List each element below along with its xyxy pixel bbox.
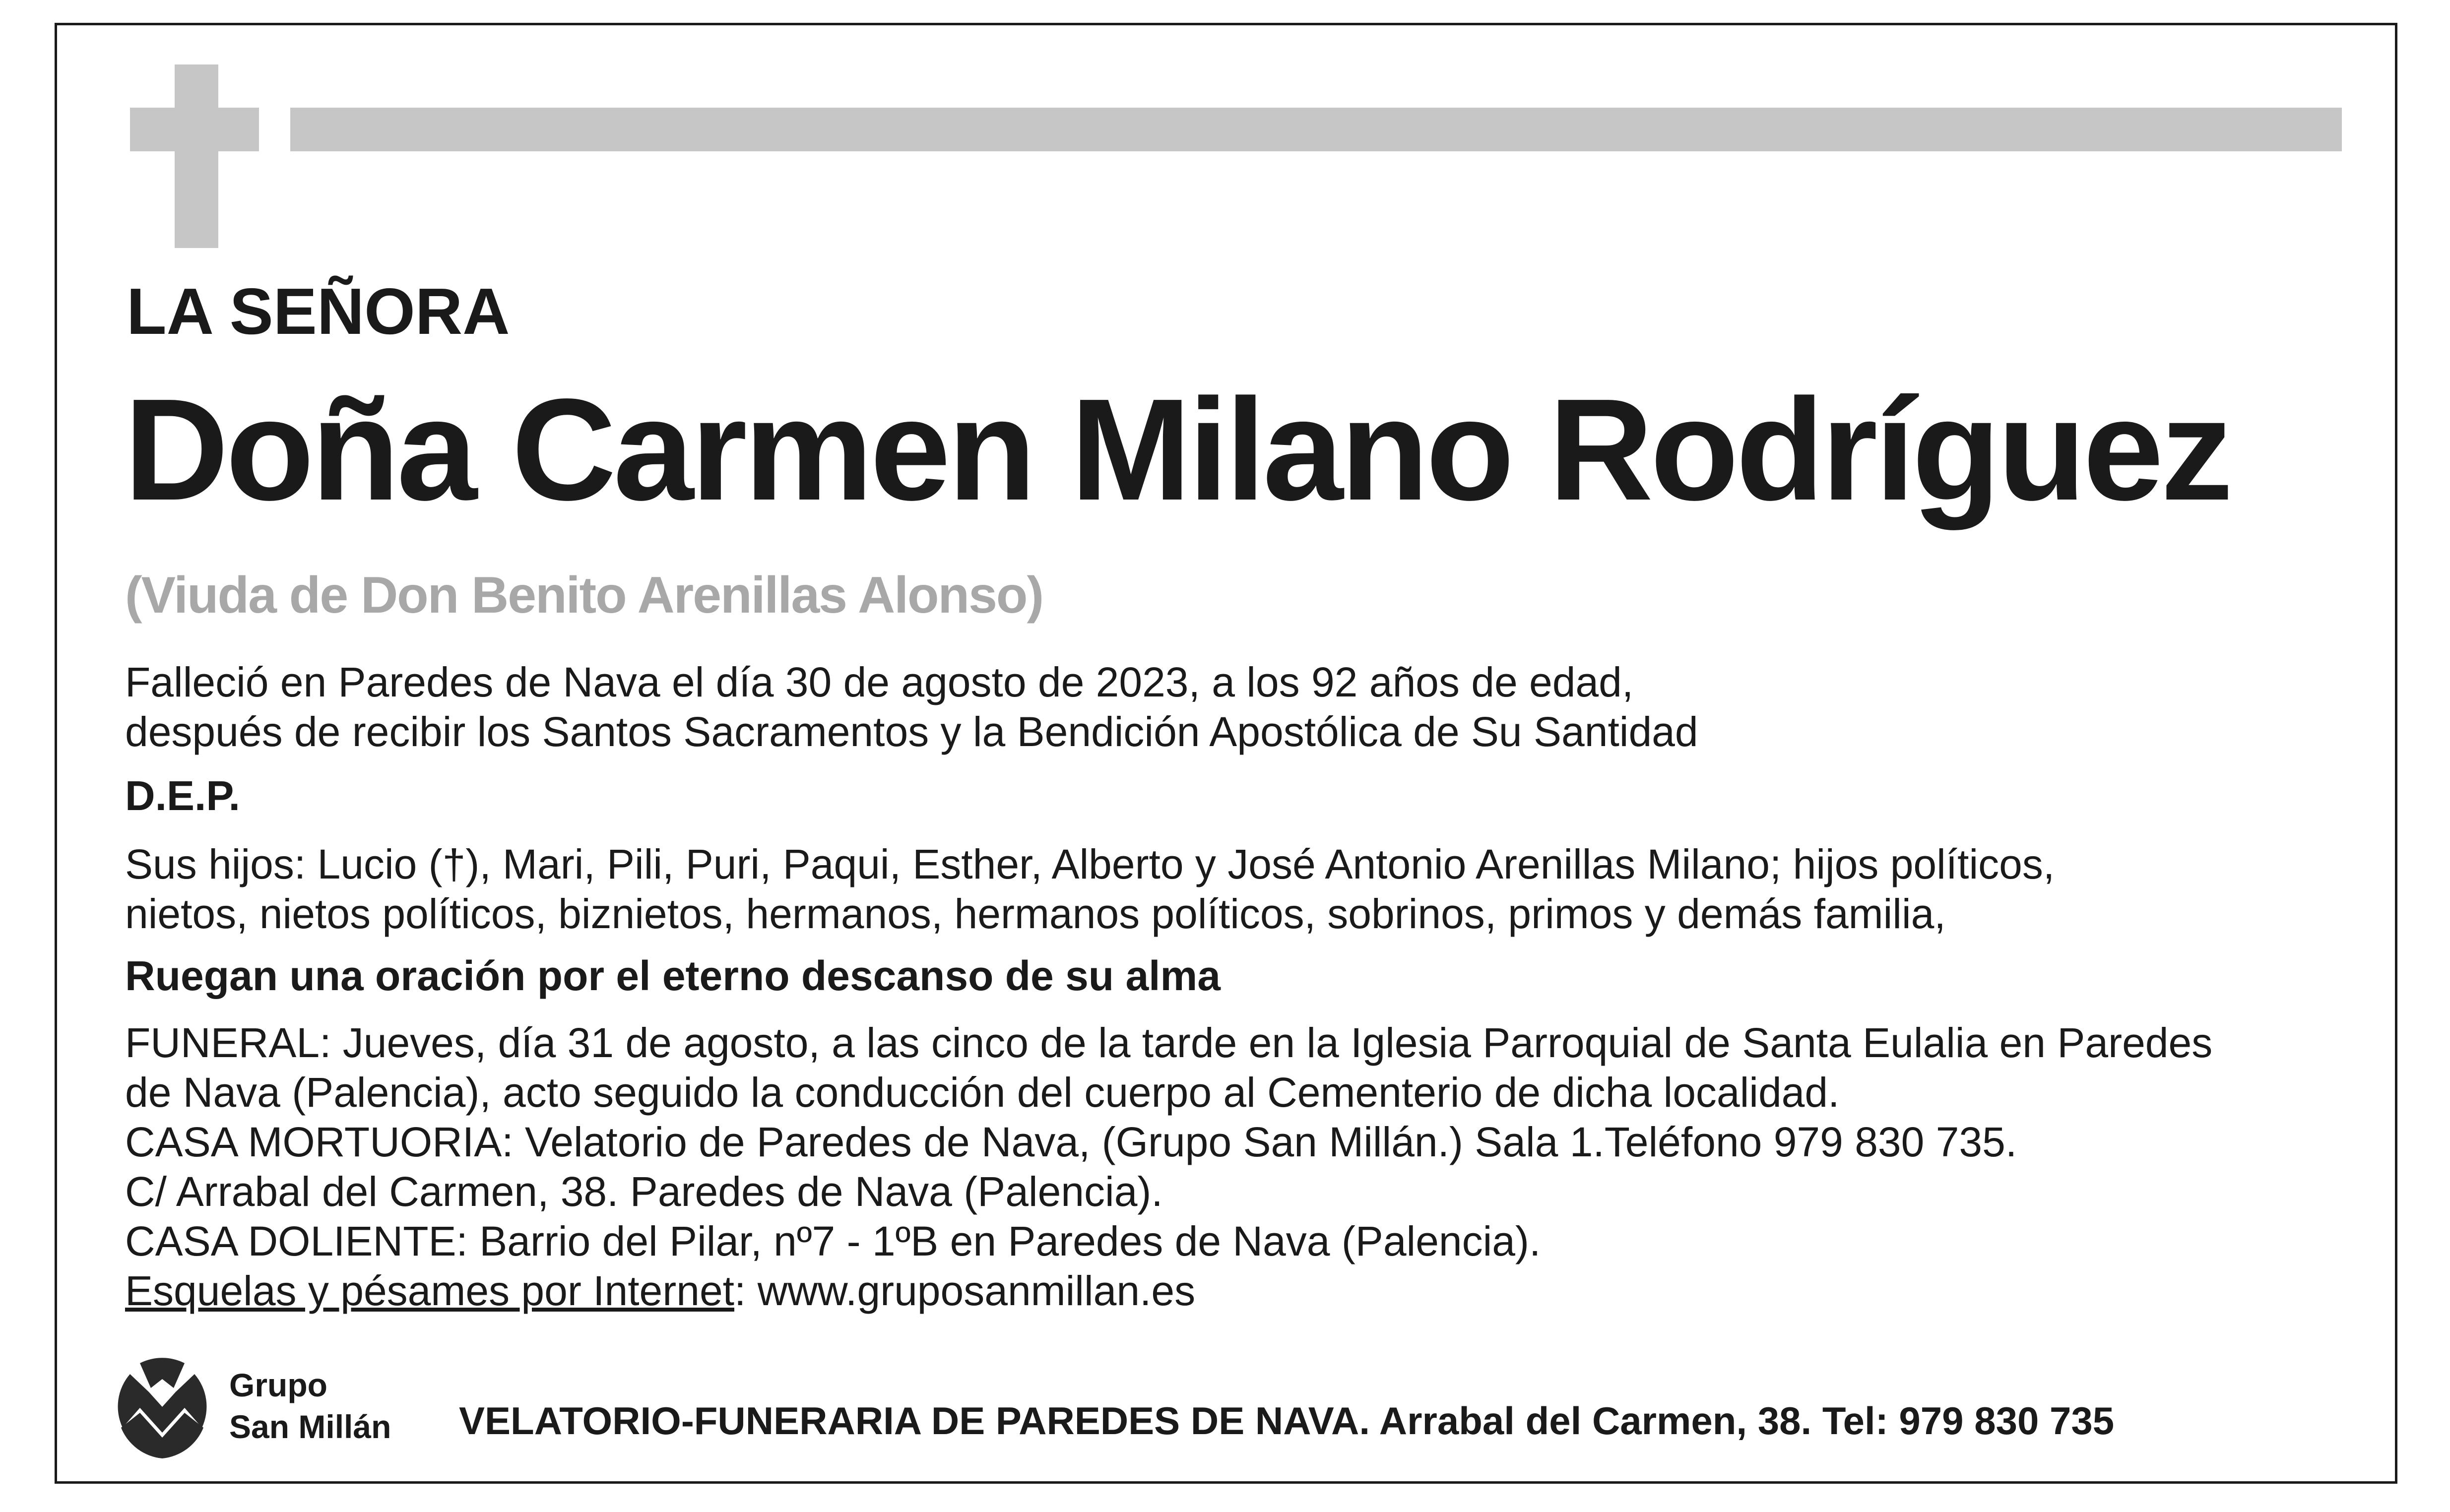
internet-line bbox=[125, 1266, 2212, 1316]
grupo-san-millan-logo-icon bbox=[110, 1353, 214, 1462]
deceased-name: Doña Carmen Milano Rodríguez bbox=[124, 369, 2230, 530]
logo-line: San Millán bbox=[229, 1408, 391, 1445]
funeral-line: de Nava (Palencia), acto seguido la conducción del cuerpo al Cementerio de dicha localidad. bbox=[125, 1069, 1840, 1116]
cross-icon-horizontal bbox=[130, 108, 259, 151]
service-details bbox=[125, 1018, 2212, 1316]
family-list bbox=[125, 839, 2055, 939]
death-notice bbox=[125, 657, 1698, 756]
honorific-title: LA SEÑORA bbox=[127, 275, 510, 348]
logo-line: Grupo bbox=[229, 1367, 327, 1403]
internet-url[interactable]: www.gruposanmillan.es bbox=[757, 1267, 1196, 1314]
widow-note: (Viuda de Don Benito Arenillas Alonso) bbox=[125, 567, 1043, 624]
internet-label: Esquelas y pésames por Internet bbox=[125, 1267, 735, 1314]
mourning-house-line: CASA DOLIENTE: Barrio del Pilar, nº7 - 1ºB en Paredes de Nava (Palencia). bbox=[125, 1218, 1541, 1264]
family-line: Sus hijos: Lucio (†), Mari, Pili, Puri, Paqui, Esther, Alberto y José Antonio Arenillas Milano; hijos políticos, bbox=[125, 841, 2055, 887]
logo-wordmark bbox=[229, 1364, 391, 1448]
death-notice-line: después de recibir los Santos Sacramentos y la Bendición Apostólica de Su Santidad bbox=[125, 708, 1698, 755]
death-notice-line: Falleció en Paredes de Nava el día 30 de agosto de 2023, a los 92 años de edad, bbox=[125, 659, 1634, 705]
cross-icon-vertical bbox=[175, 64, 218, 248]
header-rule bbox=[290, 108, 2342, 151]
footer-address: VELATORIO-FUNERARIA DE PAREDES DE NAVA. Arrabal del Carmen, 38. Tel: 979 830 735 bbox=[459, 1399, 2115, 1443]
funeral-line: FUNERAL: Jueves, día 31 de agosto, a las cinco de la tarde en la Iglesia Parroquial de Santa Eulalia en Paredes bbox=[125, 1019, 2213, 1066]
mortuary-line: C/ Arrabal del Carmen, 38. Paredes de Nava (Palencia). bbox=[125, 1168, 1163, 1215]
prayer-request: Ruegan una oración por el eterno descanso de su alma bbox=[125, 952, 1221, 999]
dep-label: D.E.P. bbox=[125, 772, 240, 819]
family-line: nietos, nietos políticos, biznietos, hermanos, hermanos políticos, sobrinos, primos y demás familia, bbox=[125, 890, 1946, 937]
mortuary-line: CASA MORTUORIA: Velatorio de Paredes de Nava, (Grupo San Millán.) Sala 1.Teléfono 979 830 735. bbox=[125, 1119, 2017, 1165]
internet-separator: : bbox=[734, 1267, 758, 1314]
